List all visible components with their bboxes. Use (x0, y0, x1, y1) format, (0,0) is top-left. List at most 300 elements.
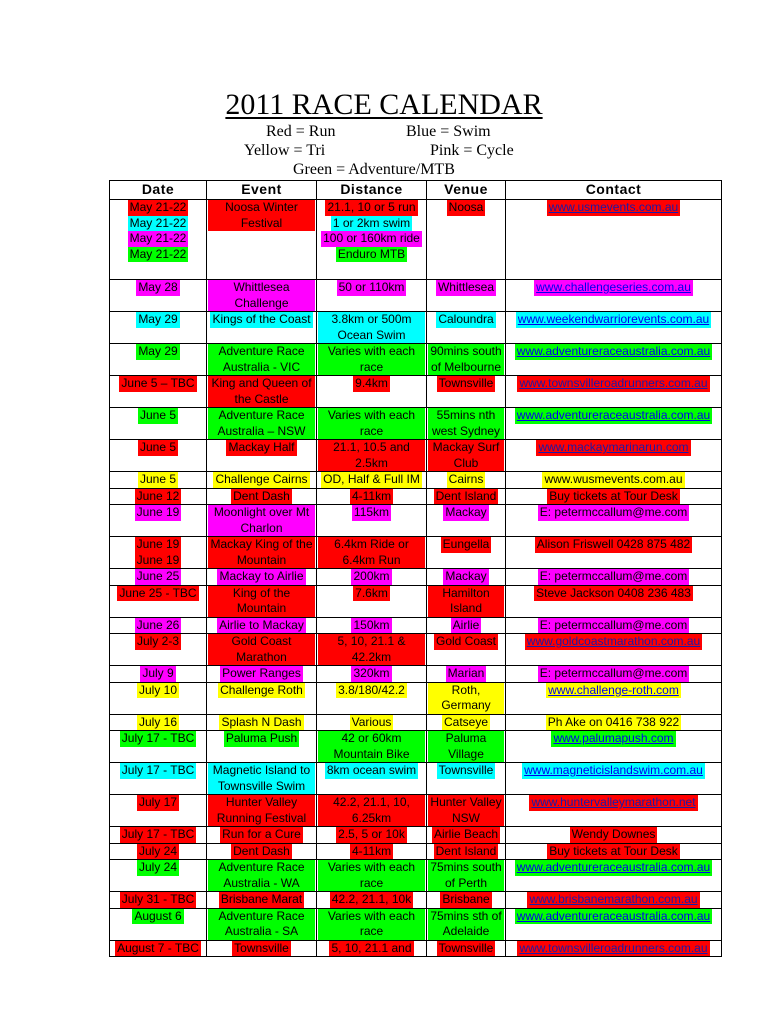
cell-event (207, 666, 317, 683)
contact-text: E: petermccallum@me.com (539, 617, 688, 632)
table-row (110, 312, 722, 344)
cell-venue (427, 488, 506, 505)
date-text: June 5 (139, 472, 177, 486)
event-text: King and Queen of the Castle (208, 376, 315, 407)
event-text: Townsville (234, 940, 289, 955)
distance-text: 3.8/180/42.2 (338, 682, 405, 697)
cell-venue (427, 714, 506, 731)
event-text: Paluma Push (225, 731, 298, 745)
table-row (110, 892, 722, 909)
cell-contact (506, 634, 722, 666)
cell-event (207, 714, 317, 731)
cell-event (207, 280, 317, 312)
cell-date (110, 312, 207, 344)
event-text: Adventure Race Australia - SA (208, 909, 315, 940)
contact-text: Wendy Downes (571, 827, 656, 841)
date-text: July 24 (138, 843, 178, 858)
table-row (110, 488, 722, 505)
cell-event (207, 827, 317, 844)
date-text: June 19 (136, 537, 180, 551)
date-text: June 5 (139, 408, 177, 422)
cell-event (207, 634, 317, 666)
cell-venue (427, 440, 506, 472)
cell-contact (506, 682, 722, 714)
venue-text: Caloundra (438, 312, 494, 326)
table-row (110, 569, 722, 586)
contact-text: E: petermccallum@me.com (539, 505, 688, 519)
cell-distance (317, 892, 427, 909)
cell-venue (427, 280, 506, 312)
distance-text: 3.8km or 500m Ocean Swim (318, 312, 425, 343)
cell-distance (317, 376, 427, 408)
cell-date (110, 472, 207, 489)
venue-text: Brisbane (442, 892, 490, 906)
cell-contact (506, 585, 722, 617)
cell-event (207, 472, 317, 489)
date-text: July 31 - TBC (121, 892, 195, 906)
event-text: Power Ranges (222, 666, 301, 680)
event-text: Adventure Race Australia - VIC (208, 344, 315, 375)
cell-date (110, 634, 207, 666)
date-text: July 17 - TBC (121, 731, 195, 745)
venue-text: Townsville (438, 376, 494, 390)
distance-text: Enduro MTB (337, 246, 406, 261)
cell-distance (317, 634, 427, 666)
cell-contact (506, 569, 722, 586)
cell-distance (317, 344, 427, 376)
table-row (110, 408, 722, 440)
table-row (110, 843, 722, 860)
venue-text: Mackay (445, 505, 487, 519)
date-text: May 21-22 (129, 200, 187, 214)
date-text: June 12 (136, 488, 180, 503)
cell-date (110, 763, 207, 795)
event-text: Challenge Cairns (215, 472, 308, 486)
contact-link[interactable]: www.weekendwarriorevents.com.au (517, 312, 710, 326)
date-text: July 17 - TBC (121, 827, 195, 841)
date-text: August 7 - TBC (117, 940, 199, 955)
cell-venue (427, 682, 506, 714)
contact-link[interactable]: www.adventureraceaustralia.com.au (516, 408, 711, 422)
cell-venue (427, 731, 506, 763)
cell-contact (506, 280, 722, 312)
date-text: July 10 (138, 682, 178, 697)
contact-link[interactable]: www.goldcoastmarathon.com.au (526, 634, 701, 648)
legend-run: Red = Run (266, 123, 336, 140)
distance-text: Various (351, 714, 392, 729)
legend-cycle: Pink = Cycle (430, 142, 514, 159)
contact-link[interactable]: www.huntervalleymarathon.net (531, 795, 696, 809)
venue-text: 75mins sth of Adelaide (428, 909, 504, 940)
table-row (110, 682, 722, 714)
distance-text: 6.4km Ride or 6.4km Run (318, 537, 425, 568)
cell-event (207, 763, 317, 795)
table-row (110, 280, 722, 312)
cell-contact (506, 892, 722, 909)
cell-venue (427, 569, 506, 586)
distance-text: Varies with each race (318, 408, 425, 439)
cell-date (110, 860, 207, 892)
event-text: Challenge Roth (220, 682, 303, 697)
venue-text: Mackay Surf Club (428, 440, 504, 471)
header-distance: Distance (317, 181, 427, 200)
date-text: June 5 – TBC (121, 376, 195, 390)
cell-event (207, 892, 317, 909)
cell-event (207, 440, 317, 472)
venue-text: 55mins nth west Sydney (428, 408, 504, 439)
contact-link[interactable]: www.challengeseries.com.au (536, 280, 691, 294)
event-text: Magnetic Island to Townsville Swim (208, 763, 315, 794)
cell-event (207, 344, 317, 376)
cell-date (110, 827, 207, 844)
cell-distance (317, 843, 427, 860)
venue-text: Catseye (443, 714, 489, 729)
cell-event (207, 408, 317, 440)
cell-date (110, 200, 207, 280)
table-row (110, 827, 722, 844)
cell-distance (317, 440, 427, 472)
venue-text: Eungella (442, 537, 490, 551)
date-text: June 19 (136, 505, 180, 519)
distance-text: 5, 10, 21.1 and (331, 940, 412, 955)
cell-venue (427, 312, 506, 344)
venue-text: Townsville (438, 763, 494, 777)
cell-contact (506, 666, 722, 683)
distance-text: 2.5, 5 or 10k (338, 827, 405, 841)
table-row (110, 634, 722, 666)
cell-distance (317, 408, 427, 440)
cell-distance (317, 763, 427, 795)
event-text: Hunter Valley Running Festival (208, 795, 315, 826)
cell-date (110, 666, 207, 683)
cell-venue (427, 376, 506, 408)
date-text: May 29 (138, 312, 178, 326)
legend-tri: Yellow = Tri (244, 142, 326, 159)
cell-distance (317, 860, 427, 892)
event-text: Adventure Race Australia - WA (208, 860, 315, 891)
contact-link[interactable]: www.usmevents.com.au (548, 200, 679, 214)
date-text: July 17 (138, 795, 178, 809)
cell-date (110, 731, 207, 763)
cell-date (110, 569, 207, 586)
cell-venue (427, 940, 506, 957)
venue-text: Marian (447, 666, 485, 680)
cell-contact (506, 200, 722, 280)
contact-text: Buy tickets at Tour Desk (549, 488, 678, 503)
distance-text: 320km (353, 666, 390, 680)
distance-text: 42.2, 21.1, 10, 6.25km (318, 795, 425, 826)
cell-contact (506, 860, 722, 892)
event-text: Noosa Winter Festival (208, 200, 315, 231)
distance-text: 115km (353, 505, 390, 519)
cell-contact (506, 505, 722, 537)
page-title: 2011 RACE CALENDAR (225, 88, 543, 121)
table-header-row (110, 181, 722, 200)
date-text: May 28 (138, 280, 178, 294)
contact-text: Ph Ake on 0416 738 922 (547, 714, 680, 729)
venue-text: Hunter Valley NSW (428, 795, 504, 826)
cell-distance (317, 714, 427, 731)
distance-text: 21.1, 10.5 and 2.5km (318, 440, 425, 471)
table-row (110, 472, 722, 489)
contact-link[interactable]: www.brisbanemarathon.com.au (529, 892, 698, 906)
table-row (110, 200, 722, 280)
venue-text: Dent Island (435, 843, 497, 858)
cell-contact (506, 408, 722, 440)
contact-text: www.wusmevents.com.au (544, 472, 683, 486)
contact-link[interactable]: www.townsvilleroadrunners.com.au (519, 376, 708, 390)
cell-contact (506, 537, 722, 569)
venue-text: Noosa (448, 200, 484, 214)
date-text: June 19 (136, 552, 180, 567)
cell-date (110, 280, 207, 312)
contact-link[interactable]: www.challenge-roth.com (548, 682, 679, 697)
cell-distance (317, 472, 427, 489)
cell-contact (506, 908, 722, 940)
cell-distance (317, 682, 427, 714)
table-row (110, 505, 722, 537)
cell-date (110, 488, 207, 505)
cell-date (110, 795, 207, 827)
cell-contact (506, 714, 722, 731)
table-row (110, 795, 722, 827)
venue-text: Dent Island (435, 488, 497, 503)
venue-text: Gold Coast (435, 634, 497, 648)
cell-distance (317, 908, 427, 940)
cell-distance (317, 827, 427, 844)
cell-date (110, 376, 207, 408)
header-date: Date (110, 181, 207, 200)
cell-contact (506, 731, 722, 763)
table-body (110, 200, 722, 957)
cell-venue (427, 795, 506, 827)
venue-text: Paluma Village (428, 731, 504, 762)
distance-text: 42 or 60km Mountain Bike (318, 731, 425, 762)
venue-text: Cairns (448, 472, 484, 486)
cell-distance (317, 505, 427, 537)
cell-contact (506, 843, 722, 860)
cell-venue (427, 472, 506, 489)
cell-date (110, 843, 207, 860)
event-text: Whittlesea Challenge (208, 280, 315, 311)
event-text: Mackay Half (228, 440, 295, 454)
date-text: June 26 (136, 617, 180, 632)
legend-adventure: Green = Adventure/MTB (293, 161, 455, 178)
distance-text: 8km ocean swim (326, 763, 417, 777)
cell-event (207, 488, 317, 505)
event-text: Moonlight over Mt Charlon (208, 505, 315, 536)
contact-text: E: petermccallum@me.com (539, 666, 688, 680)
distance-text: Varies with each race (318, 344, 425, 375)
table-row (110, 666, 722, 683)
venue-text: Airlie Beach (433, 827, 499, 841)
contact-link[interactable]: www.adventureraceaustralia.com.au (516, 344, 711, 358)
table-row (110, 585, 722, 617)
cell-contact (506, 827, 722, 844)
cell-event (207, 940, 317, 957)
cell-event (207, 617, 317, 634)
cell-distance (317, 666, 427, 683)
event-text: King of the Mountain (208, 586, 315, 617)
cell-venue (427, 408, 506, 440)
cell-event (207, 682, 317, 714)
cell-distance (317, 312, 427, 344)
legend-swim: Blue = Swim (406, 123, 491, 140)
cell-date (110, 344, 207, 376)
table-row (110, 376, 722, 408)
date-text: May 29 (138, 344, 178, 358)
distance-text: Varies with each race (318, 860, 425, 891)
cell-contact (506, 344, 722, 376)
cell-date (110, 408, 207, 440)
cell-distance (317, 795, 427, 827)
cell-venue (427, 537, 506, 569)
cell-contact (506, 440, 722, 472)
cell-event (207, 843, 317, 860)
event-text: Splash N Dash (221, 714, 302, 729)
cell-date (110, 892, 207, 909)
cell-event (207, 908, 317, 940)
cell-contact (506, 376, 722, 408)
contact-link[interactable]: www.magneticislandswim.com.au (524, 763, 703, 777)
date-text: July 16 (138, 714, 178, 729)
race-calendar-table (109, 180, 722, 957)
contact-text: E: petermccallum@me.com (539, 569, 688, 583)
cell-event (207, 200, 317, 280)
event-text: Dent Dash (233, 488, 290, 503)
cell-contact (506, 472, 722, 489)
distance-text: 100 or 160km ride (323, 231, 420, 245)
distance-text: 150km (353, 617, 390, 632)
venue-text: Mackay (445, 569, 487, 583)
date-text: July 9 (142, 666, 174, 680)
table-row (110, 440, 722, 472)
cell-date (110, 908, 207, 940)
cell-venue (427, 617, 506, 634)
cell-venue (427, 344, 506, 376)
contact-text: Steve Jackson 0408 236 483 (536, 585, 691, 600)
header-venue: Venue (427, 181, 506, 200)
cell-event (207, 569, 317, 586)
distance-text: 5, 10, 21.1 & 42.2km (318, 634, 425, 665)
cell-distance (317, 940, 427, 957)
cell-contact (506, 940, 722, 957)
cell-contact (506, 488, 722, 505)
event-text: Dent Dash (233, 843, 290, 858)
cell-event (207, 312, 317, 344)
event-text: Mackay King of the Mountain (208, 537, 315, 568)
date-text: June 5 (139, 440, 177, 454)
cell-venue (427, 585, 506, 617)
cell-venue (427, 860, 506, 892)
cell-venue (427, 843, 506, 860)
venue-text: Roth, Germany (428, 683, 504, 714)
cell-distance (317, 280, 427, 312)
header-contact: Contact (506, 181, 722, 200)
table-row (110, 617, 722, 634)
cell-venue (427, 827, 506, 844)
table-row (110, 908, 722, 940)
cell-date (110, 537, 207, 569)
cell-venue (427, 634, 506, 666)
cell-venue (427, 763, 506, 795)
cell-distance (317, 585, 427, 617)
date-text: May 21-22 (129, 231, 187, 245)
event-text: Airlie to Mackay (219, 617, 304, 632)
date-text: June 25 (136, 569, 180, 583)
cell-venue (427, 666, 506, 683)
distance-text: 200km (353, 569, 390, 583)
table-row (110, 860, 722, 892)
distance-text: OD, Half & Full IM (323, 472, 420, 486)
venue-text: 75mins south of Perth (428, 860, 504, 891)
cell-distance (317, 731, 427, 763)
contact-text: Buy tickets at Tour Desk (549, 843, 678, 858)
cell-distance (317, 617, 427, 634)
date-text: May 21-22 (129, 215, 187, 230)
event-text: Mackay to Airlie (219, 569, 304, 583)
date-text: July 2-3 (136, 634, 180, 648)
cell-event (207, 537, 317, 569)
contact-link[interactable]: www.mackaymarinarun.com (538, 440, 689, 454)
venue-text: Whittlesea (437, 280, 495, 294)
cell-date (110, 682, 207, 714)
venue-text: Townsville (438, 940, 494, 955)
venue-text: Airlie (452, 617, 480, 632)
cell-distance (317, 537, 427, 569)
distance-text: 7.6km (355, 585, 388, 600)
cell-venue (427, 908, 506, 940)
distance-text: Varies with each race (318, 909, 425, 940)
cell-venue (427, 892, 506, 909)
cell-venue (427, 505, 506, 537)
contact-link[interactable]: www.adventureraceaustralia.com.au (516, 908, 711, 923)
cell-event (207, 795, 317, 827)
date-text: August 6 (134, 908, 182, 923)
cell-contact (506, 795, 722, 827)
date-text: June 25 - TBC (119, 585, 197, 600)
cell-event (207, 376, 317, 408)
contact-link[interactable]: www.palumapush.com (553, 731, 674, 745)
event-text: Brisbane Marat (220, 892, 303, 906)
cell-event (207, 860, 317, 892)
distance-text: 21.1, 10 or 5 run (327, 200, 416, 214)
cell-event (207, 585, 317, 617)
table-row (110, 714, 722, 731)
table-row (110, 344, 722, 376)
cell-date (110, 505, 207, 537)
cell-date (110, 940, 207, 957)
cell-date (110, 714, 207, 731)
cell-distance (317, 200, 427, 280)
contact-text: Alison Friswell 0428 875 482 (536, 537, 691, 551)
event-text: Gold Coast Marathon (208, 634, 315, 665)
cell-contact (506, 617, 722, 634)
date-text: May 21-22 (129, 246, 187, 261)
contact-link[interactable]: www.townsvilleroadrunners.com.au (519, 940, 708, 955)
cell-contact (506, 312, 722, 344)
date-text: July 17 - TBC (121, 763, 195, 777)
cell-distance (317, 569, 427, 586)
header-event: Event (207, 181, 317, 200)
event-text: Kings of the Coast (212, 312, 311, 326)
cell-date (110, 585, 207, 617)
distance-text: 4-11km (351, 843, 392, 858)
table-row (110, 763, 722, 795)
contact-link[interactable]: www.adventureraceaustralia.com.au (516, 860, 711, 874)
cell-event (207, 731, 317, 763)
cell-distance (317, 488, 427, 505)
